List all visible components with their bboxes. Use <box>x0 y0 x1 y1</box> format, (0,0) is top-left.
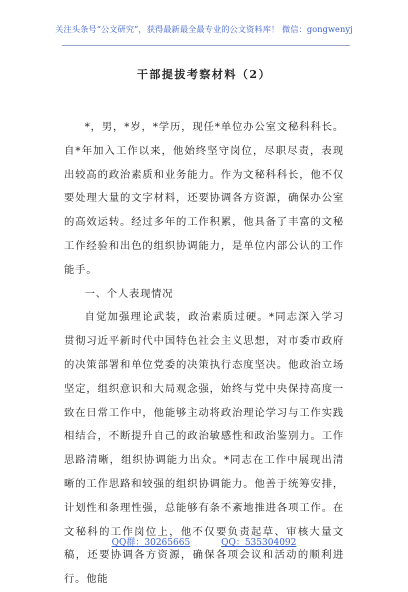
section-heading: 一、个人表现情况 <box>84 287 174 300</box>
section-paragraph: 自觉加强理论武装，政治素质过硬。*同志深入学习贯彻习近平新时代中国特色社会主义思想，对市委市政府的决策部署和单位党委的决策执行态度坚决。他政治立场坚定，组织意识和大局观念强，始终与党中央保持高度一致在日常工作中，他能够主动将政治理论学习与工作实践相结合，不断提升自己的政治敏感性和政治鉴别力。工作思路清晰，组织协调能力出众。*同志在工作中展现出清晰的工作思路和较强的组织协调能力。他善于统筹安排，计划性和条理性强，总能够有条不紊地推进各项工作。在文秘科的工作岗位上，他不仅要负责起草、审核大量文稿，还要协调各方资源，确保各项会议和活动的顺利进行。他能 <box>64 311 344 586</box>
footer-qq[interactable]: QQ：535304092 <box>221 538 297 548</box>
document-body <box>64 116 344 592</box>
document-title: 干部提拔考察材料（2） <box>136 68 272 81</box>
intro-paragraph: *，男，*岁，*学历，现任*单位办公室文秘科科长。自*年加入工作以来，他始终坚守岗位，尽职尽责，表现出较高的政治素质和业务能力。作为文秘科科长，他不仅要处理大量的文字材料，还要协调各方资源，确保办公室的高效运转。经过多年的工作积累，他具备了丰富的文秘工作经验和出色的组织协调能力，是单位内部公认的工作能手。 <box>64 121 344 276</box>
footer-qq-group[interactable]: QQ群：30265665 <box>111 538 191 548</box>
footer-contacts <box>0 535 408 548</box>
header-promo: 关注头条号“公文研究”，获得最新最全最专业的公文资料库！ 微信：gongwenyj <box>55 24 353 34</box>
header-divider <box>62 45 350 46</box>
